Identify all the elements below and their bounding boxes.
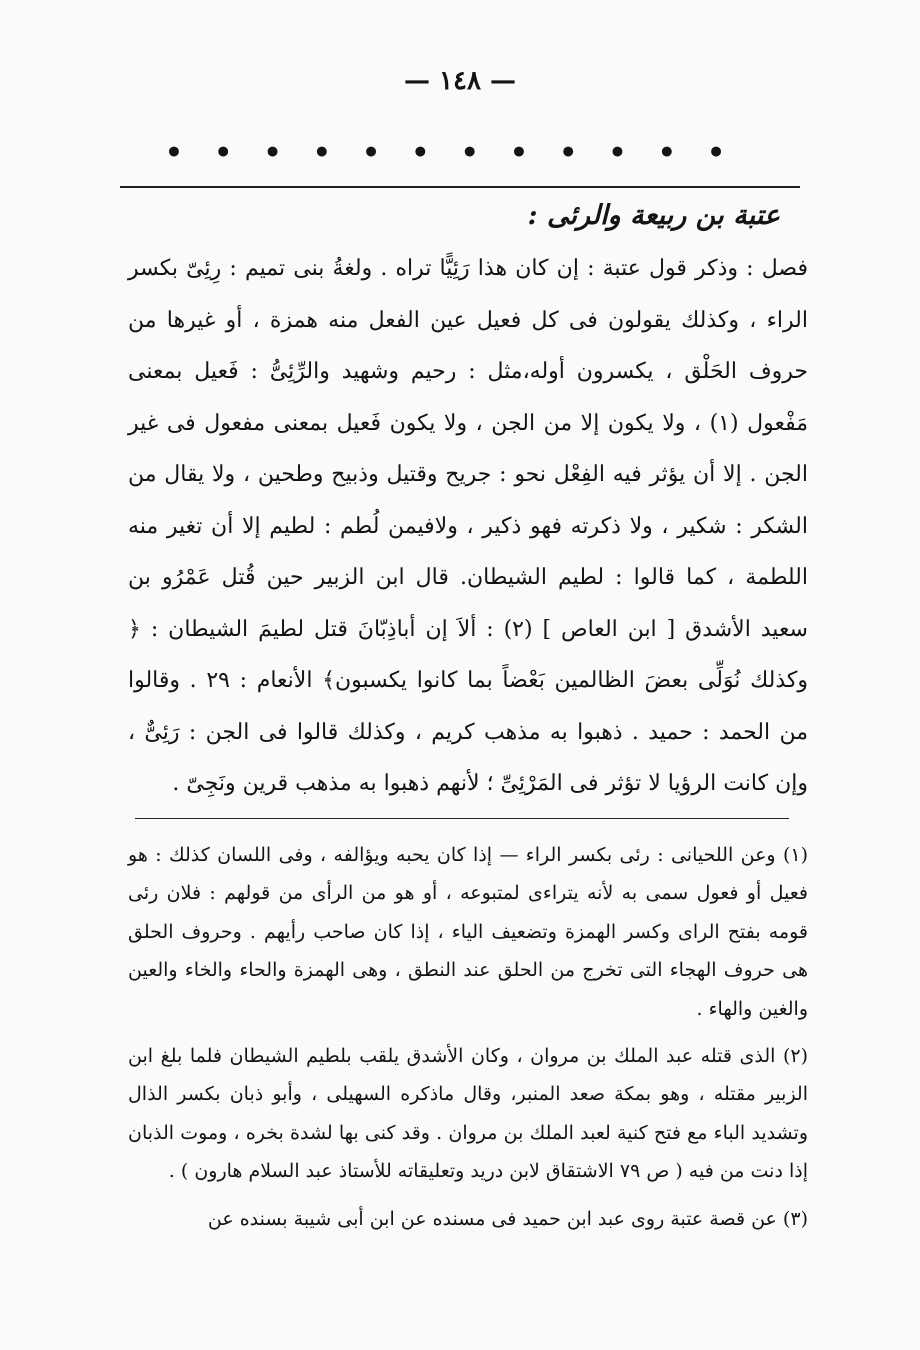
footnote-divider	[135, 818, 789, 819]
footnote-2: (٢) الذى قتله عبد الملك بن مروان ، وكان الأشدق يلقب بلطيم الشيطان فلما بلغ ابن الزبير مقتله ، وهو بمكة صعد المنبر، وقال ماذكره السهيلى ، وأبو ذبان بكسر الذال وتشديد الباء مع فتح كنية لعبد الملك بن مروان . وقد كنى بها لشدة بخره ، وموت الذبان إذا دنت من فيه ( ص ٧٩ الاشتقاق لابن دريد وتعليقاته للأستاذ عبد السلام هارون ) .	[128, 1045, 808, 1183]
ornament-dots	[165, 138, 725, 168]
ornament-dot: •	[608, 136, 627, 169]
page-number: — ١٤٨ —	[403, 66, 517, 96]
ornament-dot: •	[312, 136, 331, 169]
footnote-3: (٣) عن قصة عتبة روى عبد ابن حميد فى مسنده عن ابن أبى شيبة بسنده عن	[207, 1207, 808, 1230]
main-text	[128, 243, 808, 810]
body-paragraph: فصل : وذكر قول عتبة : إن كان هذا رَئِيًّا تراه . ولغةُ بنى تميم : رِئِىّ بكسر الراء ، وكذلك يقولون فى كل فعيل عين الفعل منه همزة ، أو غيرها من حروف الحَلْق ، يكسرون أوله،مثل : رحيم وشهيد والرِّئِىُّ : فَعيل بمعنى مَفْعول (١) ، ولا يكون إلا من الجن ، ولا يكون فَعيل بمعنى مفعول فى غير الجن . إلا أن يؤثر فيه الفِعْل نحو : جريح وقتيل وذبيح وطحين ، ولا يقال من الشكر : شكير ، ولا ذكرته فهو ذكير ، ولافيمن لُطم : لطيم إلا أن تغير منه اللطمة ، كما قالوا : لطيم الشيطان. قال ابن الزبير حين قُتل عَمْرُو بن سعيد الأشدق [ ابن العاص ] (٢) : ألاَ إن أباذِبّانَ قتل لطيمَ الشيطان : ﴿ وكذلك نُوَلِّى بعضَ الظالمين بَعْضاً بما كانوا يكسبون﴾ الأنعام : ٢٩ . وقالوا من الحمد : حميد . ذهبوا به مذهب كريم ، وكذلك قالوا فى الجن : رَئِىٌّ ، وإن كانت الرؤيا لا تؤثر فى المَرْئِىِّ ؛ لأنهم ذهبوا به مذهب قرين ونَجِىّ .	[128, 256, 809, 796]
ornament-dot: •	[509, 136, 528, 169]
top-divider	[120, 186, 800, 188]
ornament-dot: •	[263, 136, 282, 169]
ornament-dot: •	[214, 136, 233, 169]
footnotes	[128, 836, 808, 1247]
footnote-1: (١) وعن اللحيانى : رئى بكسر الراء — إذا كان يحبه ويؤالفه ، وفى اللسان كذلك : هو فعيل أو فعول سمى به لأنه يتراءى لمتبوعه ، أو هو من الرأى من قولهم : فلان رئى قومه بفتح الراى وكسر الهمزة وتضعيف الياء ، إذا كان صاحب رأيهم . وحروف الحلق هى حروف الهجاء التى تخرج من الحلق عند النطق ، وهى الهمزة والحاء والخاء والعين والغين والهاء .	[128, 844, 808, 1020]
ornament-dot: •	[657, 136, 676, 169]
ornament-dot: •	[559, 136, 578, 169]
ornament-dot: •	[460, 136, 479, 169]
ornament-dot: •	[362, 136, 381, 169]
ornament-dot: •	[707, 136, 725, 169]
ornament-dot: •	[165, 136, 183, 169]
section-title: عتبة بن ربيعة والرئى :	[527, 200, 780, 231]
ornament-dot: •	[411, 136, 430, 169]
